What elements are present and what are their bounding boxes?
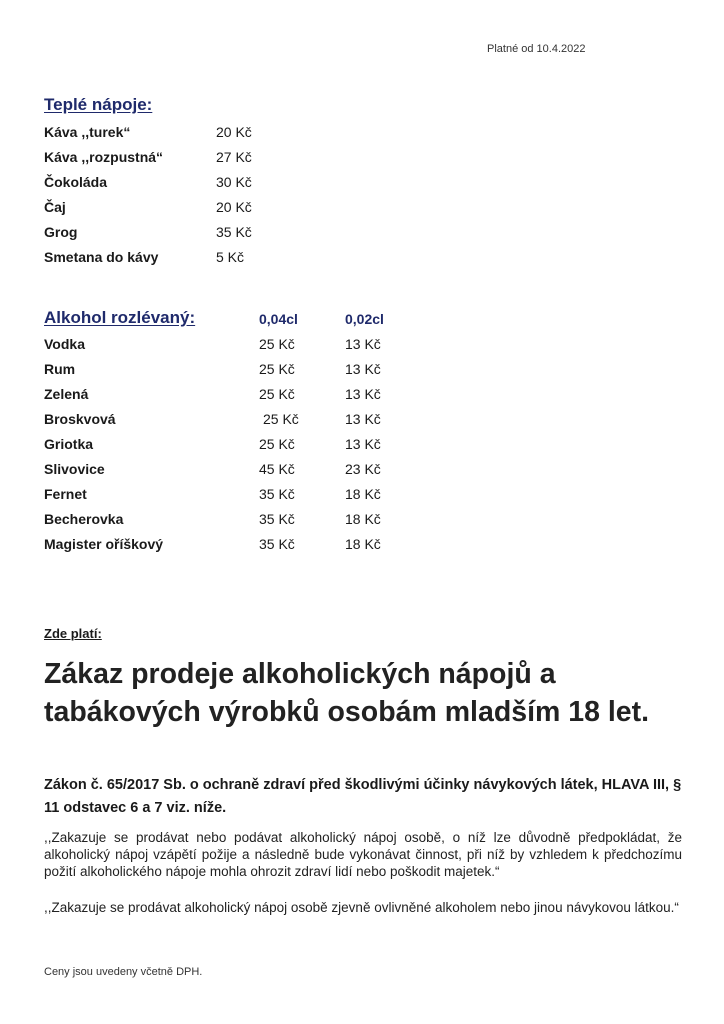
item-price-large: 25 Kč	[259, 436, 295, 452]
age-restriction-headline: Zákaz prodeje alkoholických nápojů a tabákových výrobků osobám mladším 18 let.	[44, 658, 650, 728]
item-name: Vodka	[44, 336, 85, 352]
item-price-small: 18 Kč	[345, 511, 381, 527]
item-price-small: 18 Kč	[345, 536, 381, 552]
item-price: 20 Kč	[216, 124, 252, 140]
item-name: Zelená	[44, 386, 89, 402]
item-name: Rum	[44, 361, 76, 377]
law-reference: Zákon č. 65/2017 Sb. o ochraně zdraví před škodlivými účinky návykových látek, HLAVA III, § 11 odstavec 6 a 7 viz. níže.	[44, 777, 682, 816]
menu-row	[44, 536, 444, 561]
item-name: Smetana do kávy	[44, 249, 159, 265]
menu-row	[44, 361, 444, 386]
item-price: 30 Kč	[216, 174, 252, 190]
law-quote-2: ,,Zakazuje se prodávat alkoholický nápoj osobě zjevně ovlivněné alkoholem nebo jinou návykovou látkou.“	[44, 900, 679, 915]
item-name: Becherovka	[44, 511, 124, 527]
item-name: Čokoláda	[44, 174, 108, 190]
hot-drinks-heading: Teplé nápoje:	[44, 95, 153, 114]
item-price-small: 23 Kč	[345, 461, 381, 477]
item-name: Broskvová	[44, 411, 116, 427]
menu-row	[44, 174, 444, 199]
item-name: Griotka	[44, 436, 94, 452]
item-price: 5 Kč	[216, 249, 245, 265]
valid-from-date: Platné od 10.4.2022	[487, 43, 586, 55]
item-name: Káva ,,rozpustná“	[44, 149, 164, 165]
item-price-large: 35 Kč	[259, 486, 295, 502]
item-price: 35 Kč	[216, 224, 252, 240]
menu-row	[44, 511, 444, 536]
item-name: Magister oříškový	[44, 536, 164, 552]
column-header-large: 0,04cl	[259, 311, 298, 327]
item-name: Fernet	[44, 486, 87, 502]
item-price-small: 13 Kč	[345, 336, 381, 352]
menu-row	[44, 224, 444, 249]
menu-row	[44, 199, 444, 224]
vat-note: Ceny jsou uvedeny včetně DPH.	[44, 966, 203, 978]
column-header-small: 0,02cl	[345, 311, 384, 327]
item-price-small: 13 Kč	[345, 361, 381, 377]
item-price-large: 25 Kč	[259, 361, 295, 377]
menu-row	[44, 486, 444, 511]
item-price-small: 13 Kč	[345, 411, 381, 427]
item-price-large: 25 Kč	[263, 411, 299, 427]
menu-row	[44, 411, 444, 436]
item-price: 20 Kč	[216, 199, 252, 215]
menu-row	[44, 336, 444, 361]
alcohol-heading: Alkohol rozlévaný:	[44, 308, 196, 327]
item-price-large: 35 Kč	[259, 511, 295, 527]
menu-row	[44, 249, 444, 274]
item-price-large: 25 Kč	[259, 336, 295, 352]
item-price-large: 25 Kč	[259, 386, 295, 402]
item-name: Grog	[44, 224, 78, 240]
item-name: Káva ,,turek“	[44, 124, 131, 140]
item-name: Slivovice	[44, 461, 105, 477]
menu-row	[44, 124, 444, 149]
menu-row	[44, 436, 444, 461]
law-quote-1: ,,Zakazuje se prodávat nebo podávat alkoholický nápoj osobě, o níž lze důvodně předpokládat, že alkoholický nápoj vzápětí požije a následně bude vykonávat činnost, při níž by vzhledem k předchozímu požití alkoholického nápoje mohla ohrozit zdraví lidí nebo poškodit majetek.“	[44, 830, 682, 879]
item-name: Čaj	[44, 199, 66, 215]
menu-row	[44, 386, 444, 411]
notice-label: Zde platí:	[44, 626, 102, 641]
item-price-large: 35 Kč	[259, 536, 295, 552]
menu-row	[44, 461, 444, 486]
item-price-small: 13 Kč	[345, 386, 381, 402]
item-price-small: 13 Kč	[345, 436, 381, 452]
item-price-large: 45 Kč	[259, 461, 295, 477]
item-price: 27 Kč	[216, 149, 252, 165]
item-price-small: 18 Kč	[345, 486, 381, 502]
menu-row	[44, 149, 444, 174]
